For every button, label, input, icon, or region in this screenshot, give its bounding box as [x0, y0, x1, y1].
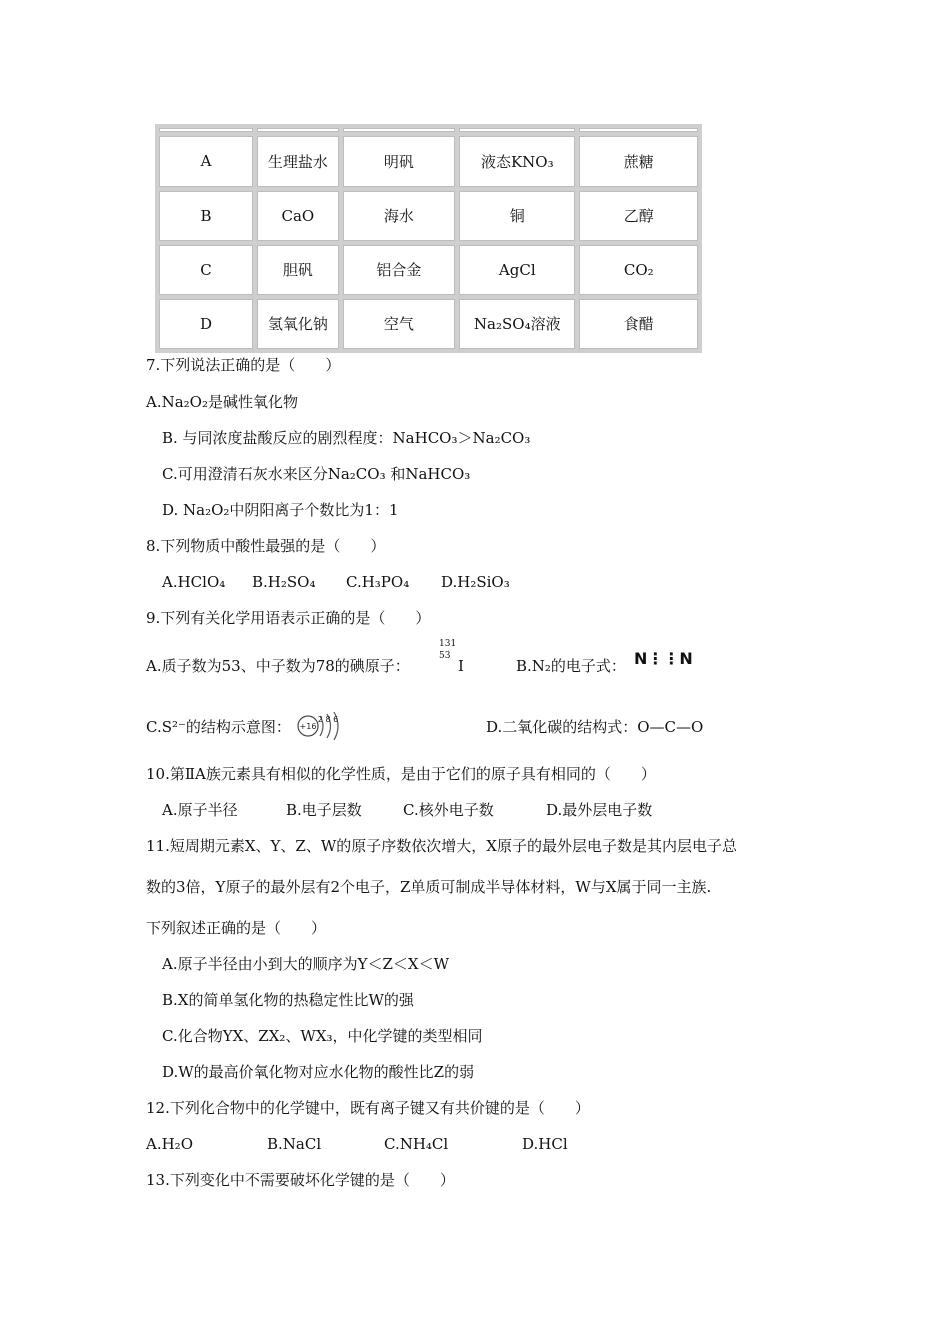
table-header-cell [579, 128, 698, 132]
table-row [159, 136, 698, 186]
question-9-option-b: B.N₂的电子式： [516, 657, 626, 675]
question-8-option-d: D.H₂SiO₃ [441, 573, 510, 591]
table-cell: 氢氧化钠 [257, 299, 339, 349]
table-cell: 生理盐水 [257, 136, 339, 186]
question-9-option-a: A.质子数为53、中子数为78的碘原子： [146, 657, 410, 675]
question-9-stem: 9.下列有关化学用语表示正确的是（ ） [146, 609, 431, 627]
question-11-stem-line2: 数的3倍，Y原子的最外层有2个电子，Z单质可制成半导体材料，W与X属于同一主族. [146, 878, 712, 896]
table-cell: 蔗糖 [579, 136, 698, 186]
table-cell: 液态KNO₃ [459, 136, 575, 186]
table-header-cell [257, 128, 339, 132]
table-cell: 食醋 [579, 299, 698, 349]
table-row [159, 299, 698, 349]
iodine-symbol: I [458, 657, 464, 675]
table-cell: D [159, 299, 253, 349]
iodine-mass-number: 131 [439, 639, 457, 649]
table-header-cell [459, 128, 575, 132]
table-cell: B [159, 191, 253, 241]
question-7-option-d: D. Na₂O₂中阴阳离子个数比为1：1 [162, 501, 399, 519]
table-cell: 乙醇 [579, 191, 698, 241]
question-7-option-a: A.Na₂O₂是碱性氧化物 [146, 393, 298, 411]
table-header-cell [343, 128, 455, 132]
question-13-stem: 13.下列变化中不需要破坏化学键的是（ ） [146, 1171, 455, 1189]
classification-table [155, 124, 702, 353]
table-cell: 明矾 [343, 136, 455, 186]
table-grid [155, 124, 702, 353]
question-10-stem: 10.第ⅡA族元素具有相似的化学性质，是由于它们的原子具有相同的（ ） [146, 765, 656, 783]
table-cell: C [159, 245, 253, 295]
question-10-option-b: B.电子层数 [286, 801, 362, 819]
table-cell: Na₂SO₄溶液 [459, 299, 575, 349]
question-10-option-d: D.最外层电子数 [546, 801, 653, 819]
shell-electron-counts: 2 8 6 [317, 715, 339, 724]
question-8-stem: 8.下列物质中酸性最强的是（ ） [146, 537, 386, 555]
table-cell: CO₂ [579, 245, 698, 295]
table-header-cell [159, 128, 253, 132]
question-7-option-b: B. 与同浓度盐酸反应的剧烈程度：NaHCO₃＞Na₂CO₃ [162, 429, 531, 447]
table-cell: 铜 [459, 191, 575, 241]
table-cell: 海水 [343, 191, 455, 241]
question-7-option-c: C.可用澄清石灰水来区分Na₂CO₃ 和NaHCO₃ [162, 465, 471, 483]
table-header-row [159, 128, 698, 132]
question-10-option-c: C.核外电子数 [403, 801, 494, 819]
question-10-option-a: A.原子半径 [162, 801, 238, 819]
question-11-stem-line3: 下列叙述正确的是（ ） [146, 919, 327, 937]
table-cell: CaO [257, 191, 339, 241]
iodine-atomic-number: 53 [439, 651, 451, 661]
question-12-stem: 12.下列化合物中的化学键中，既有离子键又有共价键的是（ ） [146, 1099, 590, 1117]
question-8-option-a: A.HClO₄ [162, 573, 226, 591]
table-cell: 铝合金 [343, 245, 455, 295]
table-cell: 胆矾 [257, 245, 339, 295]
n2-electron-formula: N⋮⋮N [634, 649, 693, 668]
question-8-option-c: C.H₃PO₄ [346, 573, 410, 591]
table-row [159, 245, 698, 295]
question-11-option-a: A.原子半径由小到大的顺序为Y＜Z＜X＜W [162, 955, 450, 973]
question-11-option-d: D.W的最高价氧化物对应水化物的酸性比Z的弱 [162, 1063, 475, 1081]
question-12-option-b: B.NaCl [267, 1135, 322, 1153]
question-9-option-d: D.二氧化碳的结构式：O—C—O [486, 718, 704, 736]
nucleus-charge: +16 [299, 722, 317, 731]
question-11-stem-line1: 11.短周期元素X、Y、Z、W的原子序数依次增大，X原子的最外层电子数是其内层电子总 [146, 837, 737, 855]
question-12-option-d: D.HCl [522, 1135, 568, 1153]
table-cell: AgCl [459, 245, 575, 295]
question-7-stem: 7.下列说法正确的是（ ） [146, 356, 341, 374]
table-row [159, 191, 698, 241]
question-12-option-c: C.NH₄Cl [384, 1135, 449, 1153]
sulfide-ion-structure-diagram [294, 708, 348, 744]
question-11-option-b: B.X的简单氢化物的热稳定性比W的强 [162, 991, 414, 1009]
question-8-option-b: B.H₂SO₄ [252, 573, 316, 591]
question-12-option-a: A.H₂O [146, 1135, 193, 1153]
table-cell: 空气 [343, 299, 455, 349]
question-9-option-c: C.S²⁻的结构示意图： [146, 718, 291, 736]
table-cell: A [159, 136, 253, 186]
question-11-option-c: C.化合物YX、ZX₂、WX₃，中化学键的类型相同 [162, 1027, 483, 1045]
